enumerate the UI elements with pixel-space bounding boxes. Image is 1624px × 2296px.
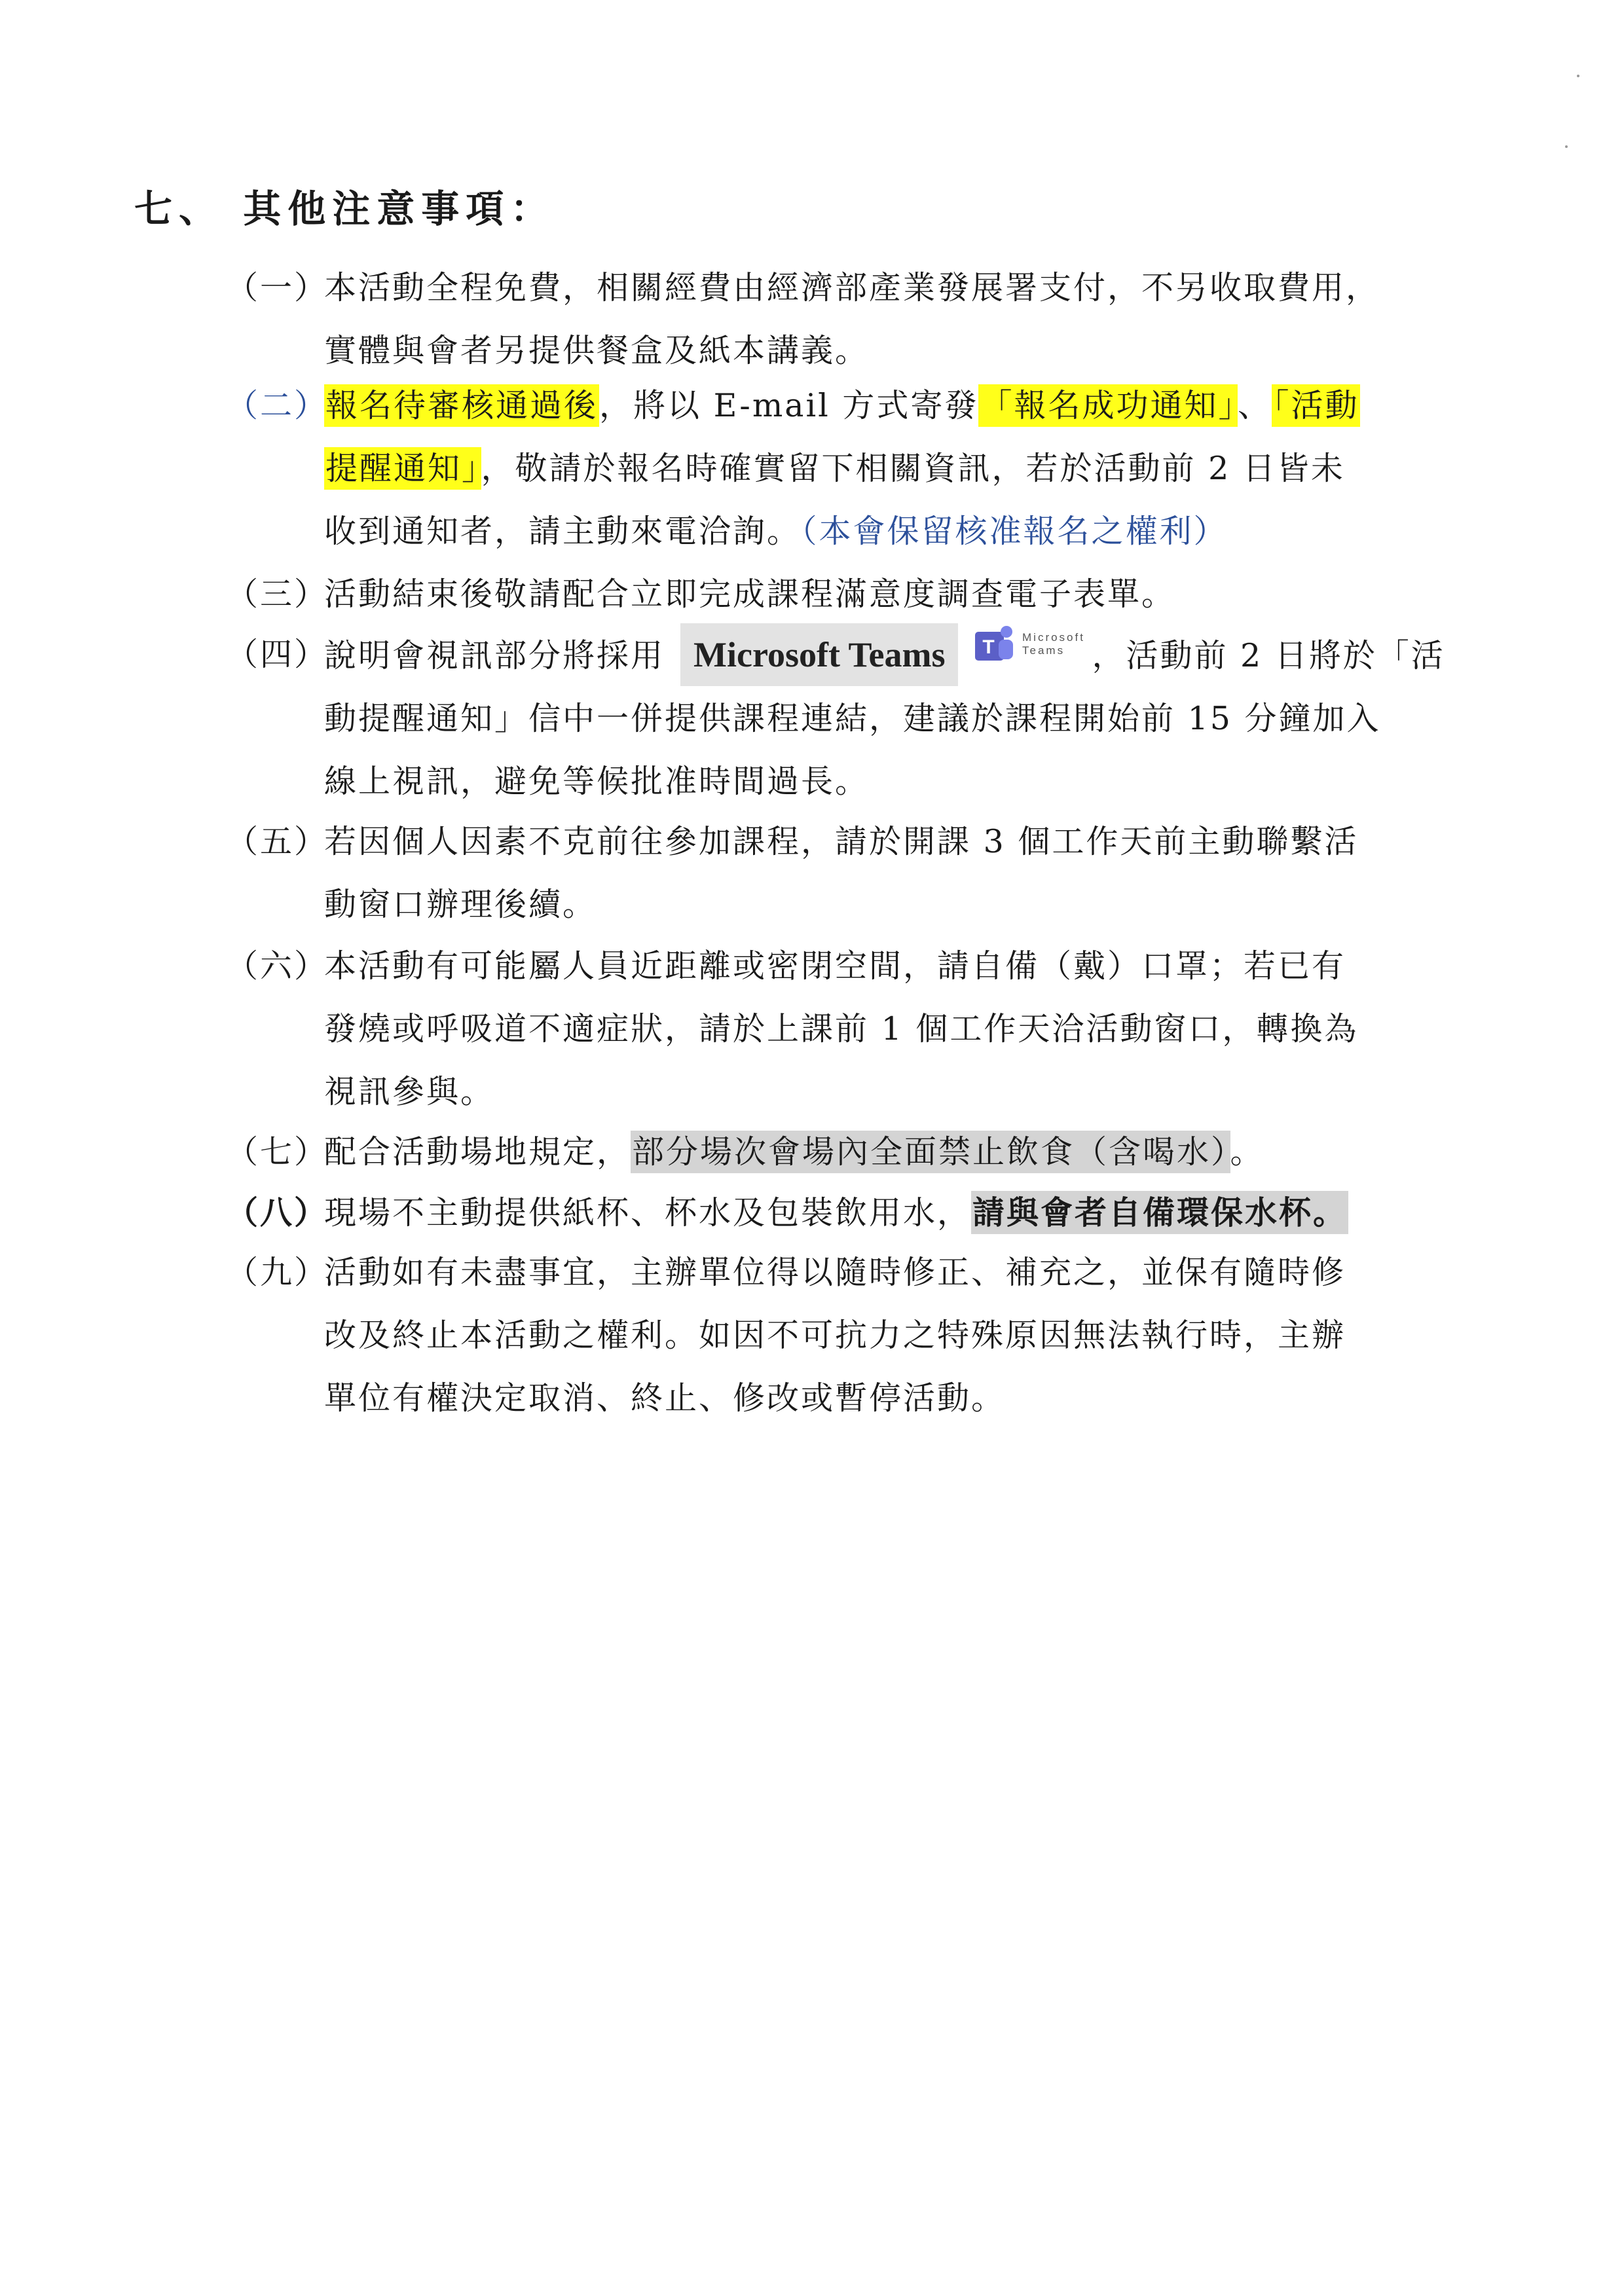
- microsoft-teams-logo-icon: [974, 623, 1086, 668]
- item-text: [324, 1241, 1490, 1430]
- highlighted-text: 報名待審核通過後: [324, 384, 599, 427]
- microsoft-teams-label: Microsoft Teams: [680, 623, 958, 686]
- scan-speck: [1577, 75, 1579, 77]
- scan-speck: [1565, 145, 1568, 148]
- item-number: （八）: [226, 1194, 329, 1231]
- item-text: [324, 257, 1490, 382]
- item-line: 活動如有未盡事宜，主辦單位得以隨時修正、補充之，並保有隨時修: [324, 1254, 1346, 1291]
- item-line: 發燒或呼吸道不適症狀，請於上課前 1 個工作天洽活動窗口，轉換為: [324, 1010, 1359, 1048]
- svg-text:Microsoft: Microsoft: [1022, 630, 1086, 644]
- highlighted-text: 請與會者自備環保水杯。: [971, 1191, 1348, 1234]
- item-line: 實體與會者另提供餐盒及紙本講義。: [324, 332, 870, 369]
- svg-text:Teams: Teams: [1022, 644, 1065, 657]
- list-item: [226, 1241, 1490, 1430]
- item-line: [324, 623, 1490, 687]
- item-line: 本活動全程免費，相關經費由經濟部產業發展署支付，不另收取費用，: [324, 269, 1380, 306]
- item-line: [324, 1181, 1490, 1245]
- item-line: 動窗口辦理後續。: [324, 886, 597, 923]
- list-item: [226, 811, 1490, 936]
- text-segment: 說明會視訊部分將採用: [324, 637, 665, 674]
- list-item: [226, 623, 1490, 813]
- highlighted-text: 提醒通知」: [324, 447, 481, 490]
- text-segment: ，活動前 2 日將於「活: [1092, 637, 1445, 674]
- highlighted-text: 「活動: [1272, 384, 1361, 427]
- item-text: [324, 623, 1490, 813]
- item-text: [324, 935, 1490, 1123]
- item-text: [324, 1181, 1490, 1245]
- item-number: （九）: [226, 1254, 329, 1291]
- item-number: （四）: [226, 636, 329, 673]
- item-line: 視訊參與。: [324, 1073, 495, 1110]
- list-item: [226, 1181, 1490, 1245]
- item-line: 改及終止本活動之權利。如因不可抗力之特殊原因無法執行時，主辦: [324, 1317, 1346, 1354]
- item-line: [324, 1121, 1490, 1184]
- list-item: [226, 563, 1490, 626]
- item-text: [324, 563, 1490, 626]
- item-line: [324, 374, 1490, 437]
- list-item: [226, 374, 1490, 563]
- highlighted-text: 部分場次會場內全面禁止飲食（含喝水）: [631, 1131, 1230, 1173]
- item-line: [324, 500, 1490, 563]
- list-item: [226, 1121, 1490, 1184]
- item-number: （六）: [226, 947, 329, 985]
- item-line: [324, 437, 1490, 500]
- item-line: 動提醒通知」信中一併提供課程連結，建議於課程開始前 15 分鐘加入: [324, 700, 1381, 737]
- item-line: 若因個人因素不克前往參加課程，請於開課 3 個工作天前主動聯繫活: [324, 823, 1359, 860]
- list-item: [226, 257, 1490, 382]
- item-line: 活動結束後敬請配合立即完成課程滿意度調查電子表單。: [324, 575, 1176, 613]
- item-number: （五）: [226, 823, 329, 860]
- item-line: 本活動有可能屬人員近距離或密閉空間，請自備（戴）口罩；若已有: [324, 947, 1346, 985]
- item-number: （一）: [226, 269, 329, 306]
- text-segment: 配合活動場地規定，: [324, 1133, 631, 1171]
- text-segment: 現場不主動提供紙杯、杯水及包裝飲用水，: [324, 1194, 972, 1231]
- item-number: （七）: [226, 1133, 329, 1171]
- reservation-note: （本會保留核准報名之權利）: [801, 513, 1228, 550]
- svg-text:T: T: [982, 636, 997, 658]
- text-segment: ，將以 E-mail 方式寄發: [599, 387, 979, 424]
- text-segment: 。: [1230, 1133, 1264, 1171]
- item-text: [324, 374, 1490, 563]
- item-number: （三）: [226, 575, 329, 613]
- item-text: [324, 1121, 1490, 1184]
- text-segment: 、: [1237, 387, 1272, 424]
- highlighted-text: 「報名成功通知」: [978, 384, 1238, 427]
- text-segment: 收到通知者，請主動來電洽詢。: [324, 513, 802, 550]
- text-segment: ，敬請於報名時確實留下相關資訊，若於活動前 2 日皆未: [481, 450, 1345, 487]
- item-number: （二）: [226, 387, 329, 424]
- item-text: [324, 811, 1490, 936]
- list-item: [226, 935, 1490, 1123]
- item-line: 單位有權決定取消、終止、修改或暫停活動。: [324, 1379, 1006, 1417]
- item-line: 線上視訊，避免等候批准時間過長。: [324, 763, 870, 800]
- section-title: 七、 其他注意事項：: [134, 187, 555, 231]
